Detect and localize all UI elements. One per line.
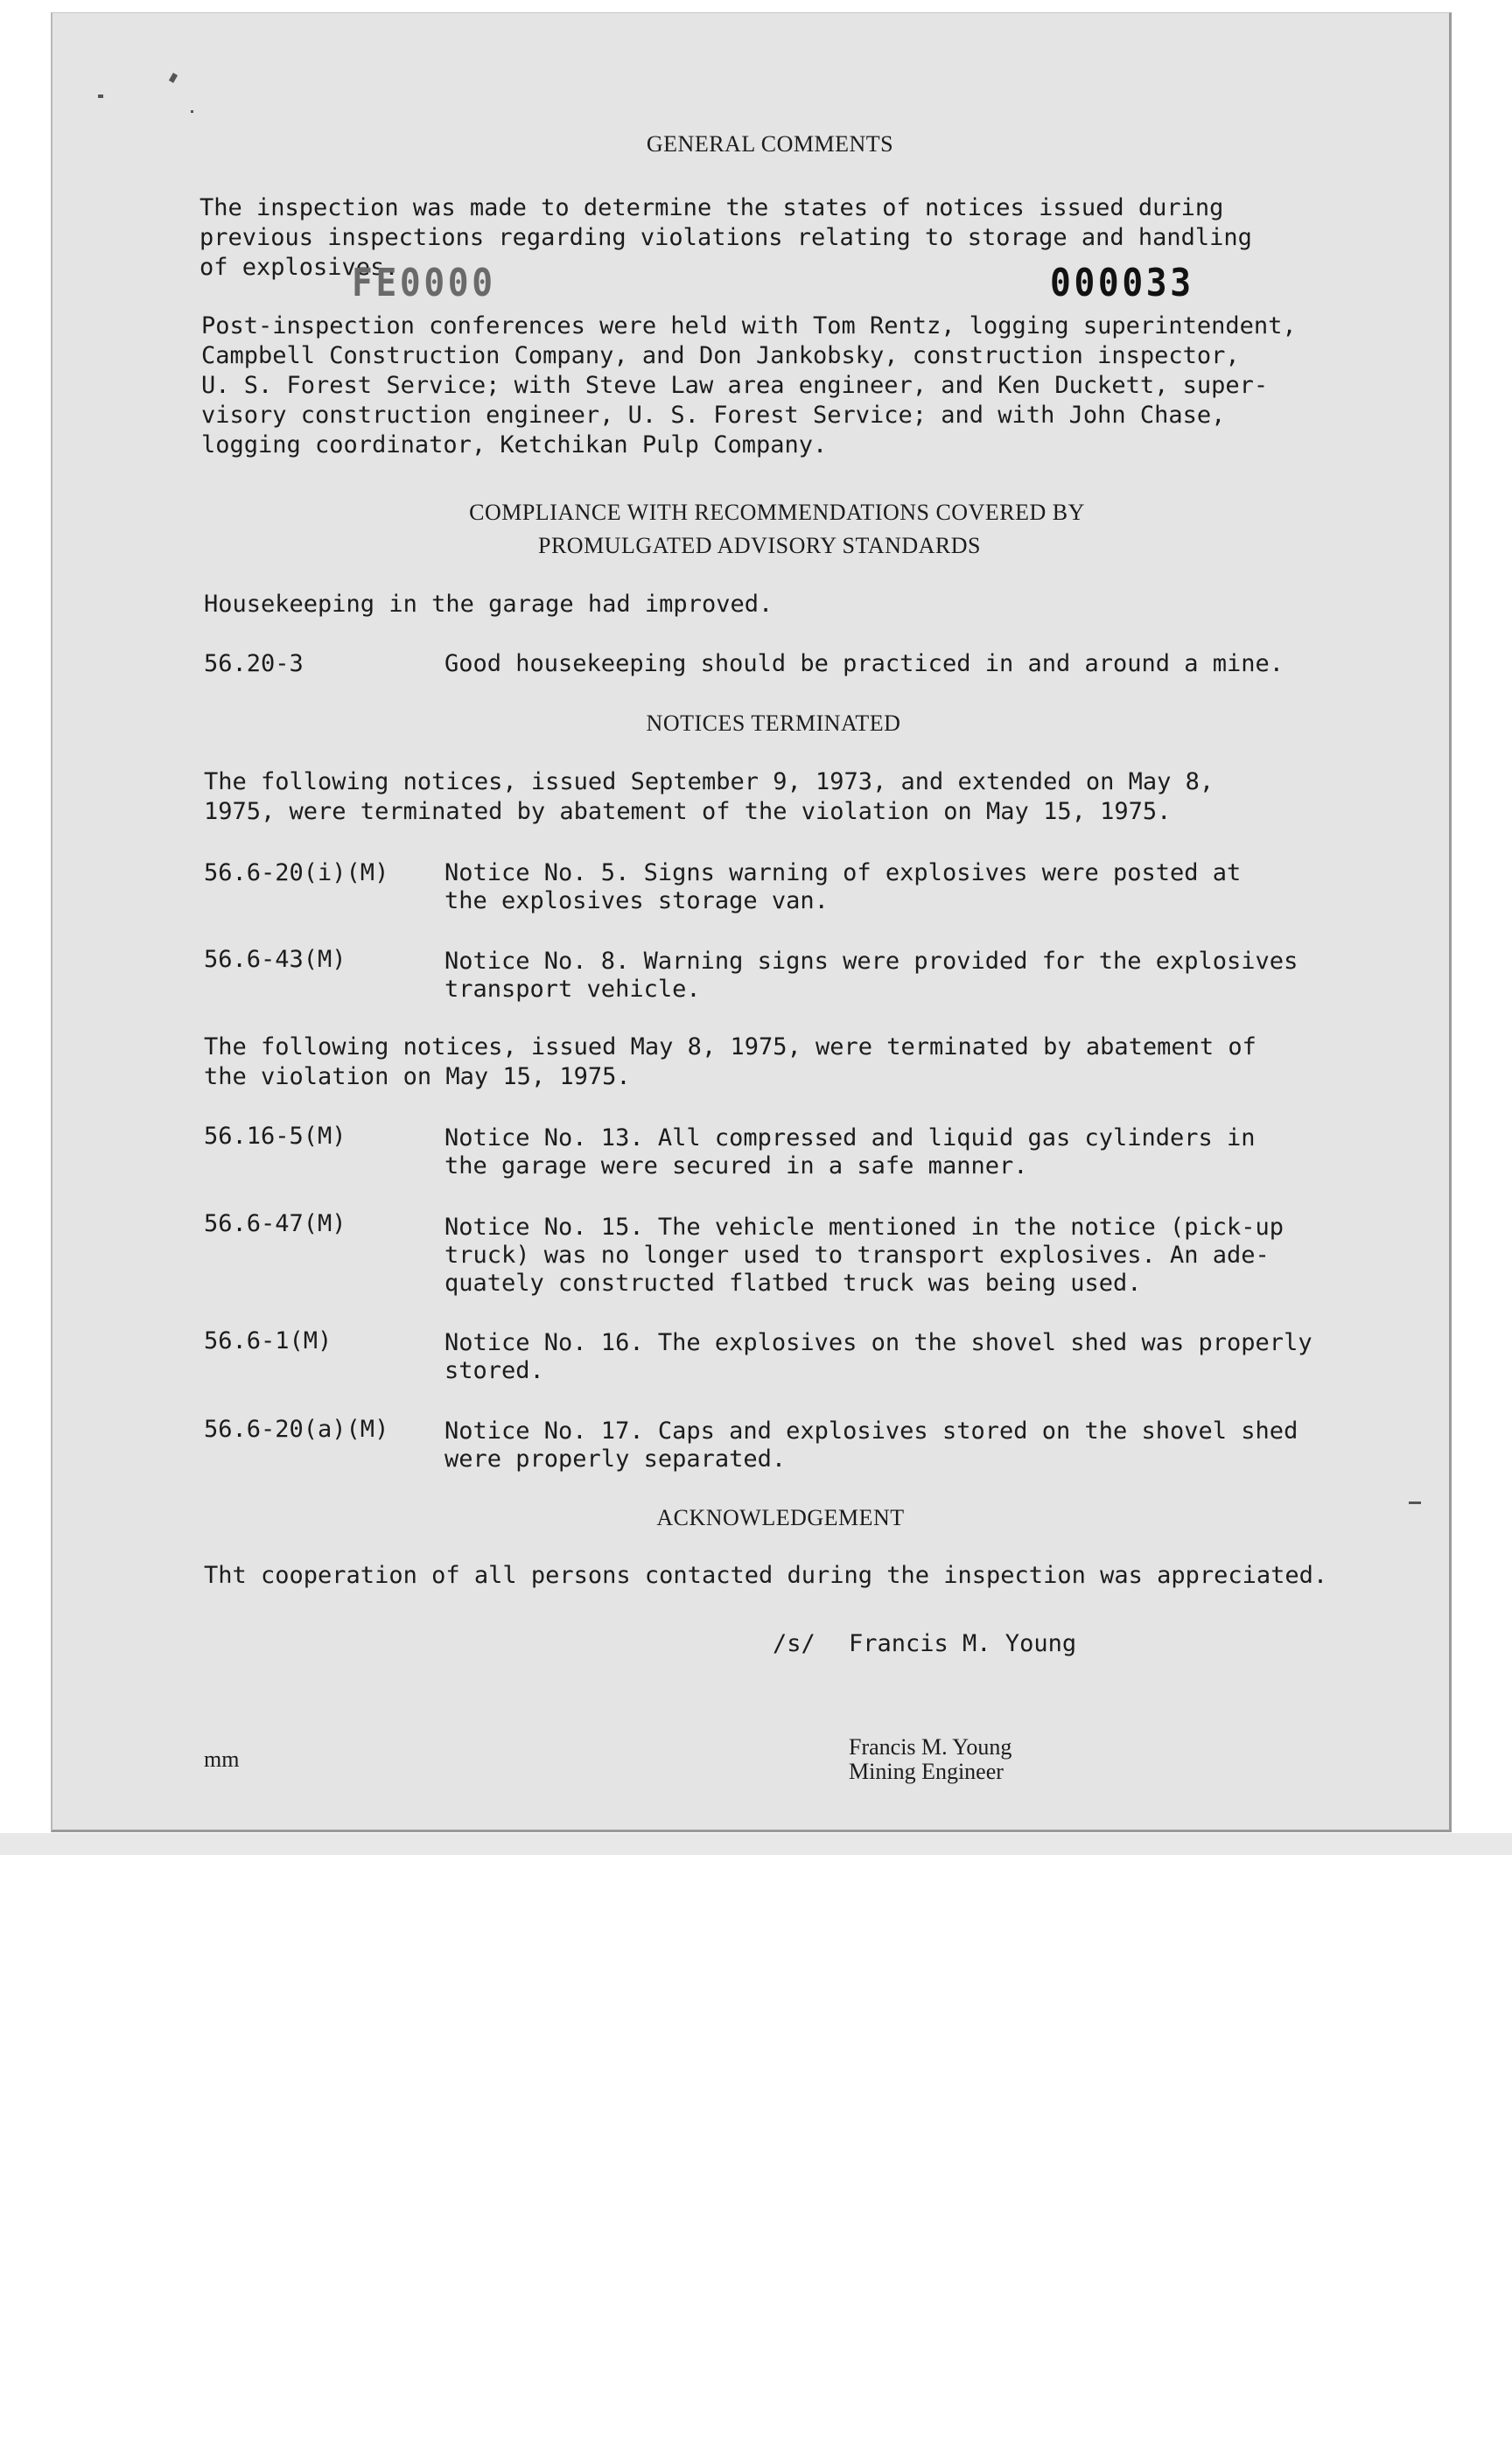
- notice-text-line: quately constructed flatbed truck was being used.: [444, 1270, 1142, 1297]
- compliance-text: Good housekeeping should be practiced in and around a mine.: [444, 650, 1284, 677]
- compliance-code: 56.20-3: [204, 650, 304, 677]
- scan-speck: [191, 110, 193, 113]
- notice-code: 56.6-47(M): [204, 1210, 346, 1237]
- notice-text-line: Notice No. 17. Caps and explosives stored on the shovel shed: [444, 1418, 1298, 1445]
- notice-text-line: Notice No. 15. The vehicle mentioned in the notice (pick-up: [444, 1214, 1284, 1241]
- group2-intro-line-2: the violation on May 15, 1975.: [204, 1063, 631, 1090]
- notice-code: 56.6-20(i)(M): [204, 859, 389, 886]
- group2-intro-line-1: The following notices, issued May 8, 1975, were terminated by abatement of: [204, 1033, 1256, 1060]
- general-comments-heading: GENERAL COMMENTS: [646, 131, 894, 157]
- notice-text-line: Notice No. 8. Warning signs were provided for the explosives: [444, 948, 1298, 975]
- compliance-heading-line-2: PROMULGATED ADVISORY STANDARDS: [537, 533, 982, 558]
- intro-line-3: of explosives.: [200, 254, 399, 281]
- notice-text-line: Notice No. 13. All compressed and liquid gas cylinders in: [444, 1124, 1256, 1152]
- group1-intro-line-2: 1975, were terminated by abatement of the violation on May 15, 1975.: [204, 798, 1172, 825]
- notice-text-line: transport vehicle.: [444, 976, 701, 1003]
- scan-speck: [98, 94, 103, 98]
- scan-speck: [1409, 1502, 1421, 1504]
- acknowledgement-heading: ACKNOWLEDGEMENT: [656, 1505, 905, 1530]
- group1-intro-line-1: The following notices, issued September 9, 1973, and extended on May 8,: [204, 768, 1214, 795]
- compliance-intro: Housekeeping in the garage had improved.: [204, 591, 774, 618]
- conference-line-4: visory construction engineer, U. S. Forest Service; and with John Chase,: [201, 402, 1226, 429]
- notice-text-line: truck) was no longer used to transport explosives. An ade-: [444, 1242, 1270, 1269]
- conference-line-1: Post-inspection conferences were held with Tom Rentz, logging superintendent,: [201, 312, 1297, 340]
- notices-terminated-heading: NOTICES TERMINATED: [646, 710, 901, 736]
- acknowledgement-text: Tht cooperation of all persons contacted during the inspection was appreciated.: [204, 1562, 1328, 1589]
- signed-name: Francis M. Young: [849, 1630, 1077, 1657]
- intro-line-2: previous inspections regarding violations relating to storage and handling: [200, 224, 1252, 251]
- conference-line-3: U. S. Forest Service; with Steve Law area engineer, and Ken Duckett, super-: [201, 372, 1269, 399]
- notice-code: 56.6-43(M): [204, 946, 346, 973]
- conference-line-2: Campbell Construction Company, and Don Jankobsky, construction inspector,: [201, 342, 1240, 369]
- notice-text-line: stored.: [444, 1357, 544, 1384]
- notice-code: 56.6-20(a)(M): [204, 1416, 389, 1443]
- notice-code: 56.6-1(M): [204, 1327, 332, 1354]
- signer-name: Francis M. Young: [849, 1734, 1012, 1760]
- document-page: [51, 12, 1452, 1832]
- notice-code: 56.16-5(M): [204, 1123, 346, 1150]
- notice-text-line: Notice No. 16. The explosives on the shovel shed was properly: [444, 1329, 1312, 1356]
- scan-edge: [0, 1833, 1512, 1855]
- notice-text-line: the garage were secured in a safe manner.: [444, 1152, 1028, 1180]
- notice-text-line: Notice No. 5. Signs warning of explosives were posted at: [444, 859, 1242, 886]
- compliance-heading-line-1: COMPLIANCE WITH RECOMMENDATIONS COVERED BY: [469, 500, 1085, 525]
- intro-line-1: The inspection was made to determine the states of notices issued during: [200, 194, 1224, 221]
- signed-mark: /s/: [773, 1630, 816, 1657]
- signer-title: Mining Engineer: [849, 1759, 1004, 1784]
- notice-text-line: were properly separated.: [444, 1446, 787, 1473]
- document-number-stamp: 000033: [1050, 261, 1194, 305]
- document-stamp-left: FE0000: [352, 261, 496, 305]
- notice-text-line: the explosives storage van.: [444, 887, 829, 914]
- blank-area: [0, 1855, 1512, 2450]
- conference-line-5: logging coordinator, Ketchikan Pulp Company.: [201, 431, 828, 458]
- typist-initials: mm: [204, 1746, 240, 1772]
